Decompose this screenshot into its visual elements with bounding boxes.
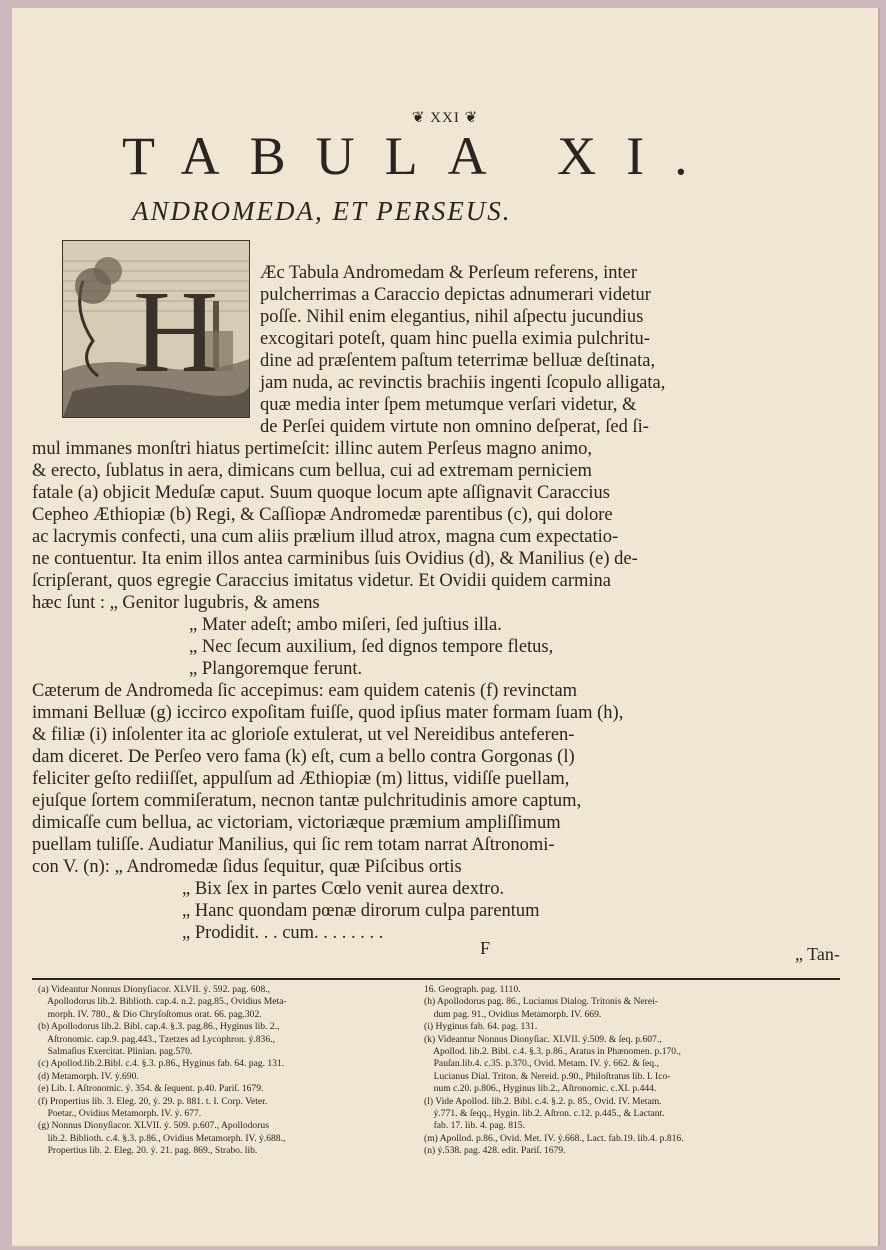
footnote-rule [32,978,840,980]
page-number: ❦ XXI ❦ [411,110,479,126]
footnote-line: Poetar., Ovidius Metamorph. IV. ỷ. 677. [38,1108,202,1119]
body-line: ſcripſerant, quos egregie Caraccius imitatus videtur. Et Ovidii quidem carmina [32,571,611,591]
footnote-line: (b) Apollodorus lib.2. Bibl. cap.4. §.3. pag.86., Hyginus lib. 2., [38,1021,280,1033]
footnote-line: ỷ.771. & ſeqq., Hygin. lib.2. Aſtron. c.12. p.445., & Lactant. [424,1108,665,1119]
body-line: jam nuda, ac revinctis brachiis ingenti ſcopulo alligata, [260,373,666,393]
body-line: „ Hanc quondam pœnæ dirorum culpa parentum [182,901,540,921]
body-line: dimicaſſe cum bellua, ac victoriam, victoriæque præmium ampliſſimum [32,813,561,833]
body-line: „ Nec ſecum auxilium, ſed dignos tempore fletus, [189,637,554,657]
body-line: & filiæ (i) inſolenter ita ac glorioſe extulerat, ut vel Nereidibus anteferen- [32,725,575,745]
footnote-line: Lucianus Dial. Triton. & Nereid. p.90., Philoſtratus lib. I. Ico- [424,1070,671,1082]
body-line: ac lacrymis confecti, una cum aliis prælium illud atrox, magna cum expectatio- [32,527,619,547]
body-line: con V. (n): „ Andromedæ ſidus ſequitur, quæ Piſcibus ortis [32,857,462,877]
page-subtitle: ANDROMEDA, ET PERSEUS. [132,196,512,226]
footnote-line: (f) Propertius lib. 3. Eleg. 20, ỷ. 29. p. 881. t. I. Corp. Veter. [38,1095,268,1107]
footnote-line: dum pag. 91., Ovidius Metamorph. IV. 669. [424,1008,602,1020]
footnote-line: (m) Apollod. p.86., Ovid. Met. IV. ỷ.668., Lact. fab.19. lib.4. p.816. [424,1132,684,1144]
decorated-initial-illustration [62,240,250,418]
body-line: puellam tuliſſe. Audiatur Manilius, qui ſic rem totam narrat Aſtronomi- [32,835,555,855]
footnote-line: (i) Hyginus fab. 64. pag. 131. [424,1021,538,1033]
body-line: feliciter geſto rediiſſet, appulſum ad Æthiopiæ (m) littus, vidiſſe puellam, [32,769,570,789]
footnote-line: morph. IV. 780., & Dio Chryſoſtomus orat. 66. pag.302. [38,1008,262,1020]
body-line: hæc ſunt : „ Genitor lugubris, & amens [32,593,320,613]
body-line: „ Prodidit. . . cum. . . . . . . . [182,923,384,943]
footnote-line: (c) Apollod.lib.2.Bibl. c.4. §.3. p.86., Hyginus fab. 64. pag. 131. [38,1058,285,1070]
footnote-line: (l) Vide Apollod. lib.2. Bibl. c.4. §.2. p. 85., Ovid. IV. Metam. [424,1095,662,1107]
body-line: „ Plangoremque ferunt. [189,659,363,679]
footnote-line: lib.2. Biblioth. c.4. §.3. p.86., Ovidius Metamorph. IV. ỷ.688., [38,1132,286,1144]
svg-text:H: H [133,266,219,397]
body-line: excogitari poteſt, quam hinc puella eximia pulchritu- [260,329,650,349]
footnote-line: (d) Metamorph. IV. ỷ.690. [38,1070,139,1082]
footnote-line: (g) Nonnus Dionyſiacor. XLVII. ỷ. 509. p.607., Apollodorus [38,1120,269,1132]
body-line: immani Belluæ (g) iccirco expoſitam fuiſſe, quod ipſius mater formam ſuam (h), [32,703,624,723]
footnote-line: Salmaſius Exercitat. Plinian. pag.570. [38,1046,193,1057]
body-line: Cæterum de Andromeda ſic accepimus: eam quidem catenis (f) revinctam [32,681,578,701]
body-line: dam diceret. De Perſeo vero fama (k) eſt, cum a bello contra Gorgonas (l) [32,747,575,767]
footnote-line: num c.20. p.806., Hyginus lib.2., Aſtronomic. c.XI. p.444. [424,1083,657,1095]
body-line: ejuſque ſortem commiſeratum, necnon tantæ pulchritudinis amore captum, [32,791,582,811]
body-line: & erecto, ſublatus in aera, dimicans cum bellua, cui ad extremam perniciem [32,461,592,481]
footnote-line: (e) Lib. I. Aſtronomic. ỷ. 354. & ſequent. p.40. Pariſ. 1679. [38,1083,264,1095]
footnote-line: fab. 17. lib. 4. pag. 815. [424,1120,525,1132]
page-title: TABULA XI. [122,126,718,186]
footnote-line: Apollodorus lib.2. Biblioth. cap.4. n.2. pag.85., Ovidius Meta- [38,996,287,1008]
body-line: „ Mater adeſt; ambo miſeri, ſed juſtius illa. [189,615,502,635]
body-line: fatale (a) objicit Meduſæ caput. Suum quoque locum apte aſſignavit Caraccius [32,483,610,503]
body-line: de Perſei quidem virtute non omnino deſperat, ſed ſi- [260,417,649,437]
body-line: ne contuentur. Ita enim illos antea carminibus ſuis Ovidius (d), & Manilius (e) de- [32,549,638,569]
body-line: „ Bix ſex in partes Cœlo venit aurea dextro. [182,879,505,899]
footnote-line: Pauſan.lib.4. c.35. p.370., Ovid. Metam. IV. ỷ. 662. & ſeq., [424,1058,659,1070]
footnote-line: (k) Videantur Nonnus Dionyſiac. XLVII. ỷ.509. & ſeq. p.607., [424,1033,662,1045]
footnote-line: 16. Geograph. pag. 1110. [424,984,521,995]
footnote-line: (h) Apollodorus pag. 86., Lucianus Dialog. Tritonis & Nerei- [424,996,658,1008]
footnote-line: Apollod. lib.2. Bibl. c.4. §.3. p.86., Aratus in Phænomen. p.170., [424,1046,681,1057]
footnote-line: (n) ỷ.538. pag. 428. edit. Pariſ. 1679. [424,1145,566,1157]
book-page [12,8,880,1246]
signature-mark: F [480,938,491,958]
body-line: pulcherrimas a Caraccio depictas adnumerari videtur [260,285,651,305]
body-line: dine ad præſentem paſtum teterrimæ belluæ deſtinata, [260,351,656,371]
body-line: Æc Tabula Andromedam & Perſeum referens, inter [260,263,637,283]
body-line: quæ media inter ſpem metumque verſari videtur, & [260,395,637,415]
footnote-line: Propertius lib. 2. Eleg. 20. ỷ. 21. pag. 869., Strabo. lib. [38,1145,258,1157]
footnote-line: (a) Videantur Nonnus Dionyſiacor. XLVII. ỷ. 592. pag. 608., [38,984,271,995]
body-line: Cepheo Æthiopiæ (b) Regi, & Caſſiopæ Andromedæ parentibus (c), qui dolore [32,505,613,525]
catchword: „ Tan- [795,944,840,964]
body-line: poſſe. Nihil enim elegantius, nihil aſpectu jucundius [260,307,644,327]
footnote-line: Aſtronomic. cap.9. pag.443., Tzetzes ad Lycophron. ỷ.836., [38,1033,275,1045]
body-line: mul immanes monſtri hiatus pertimeſcit: illinc autem Perſeus magno animo, [32,439,593,459]
